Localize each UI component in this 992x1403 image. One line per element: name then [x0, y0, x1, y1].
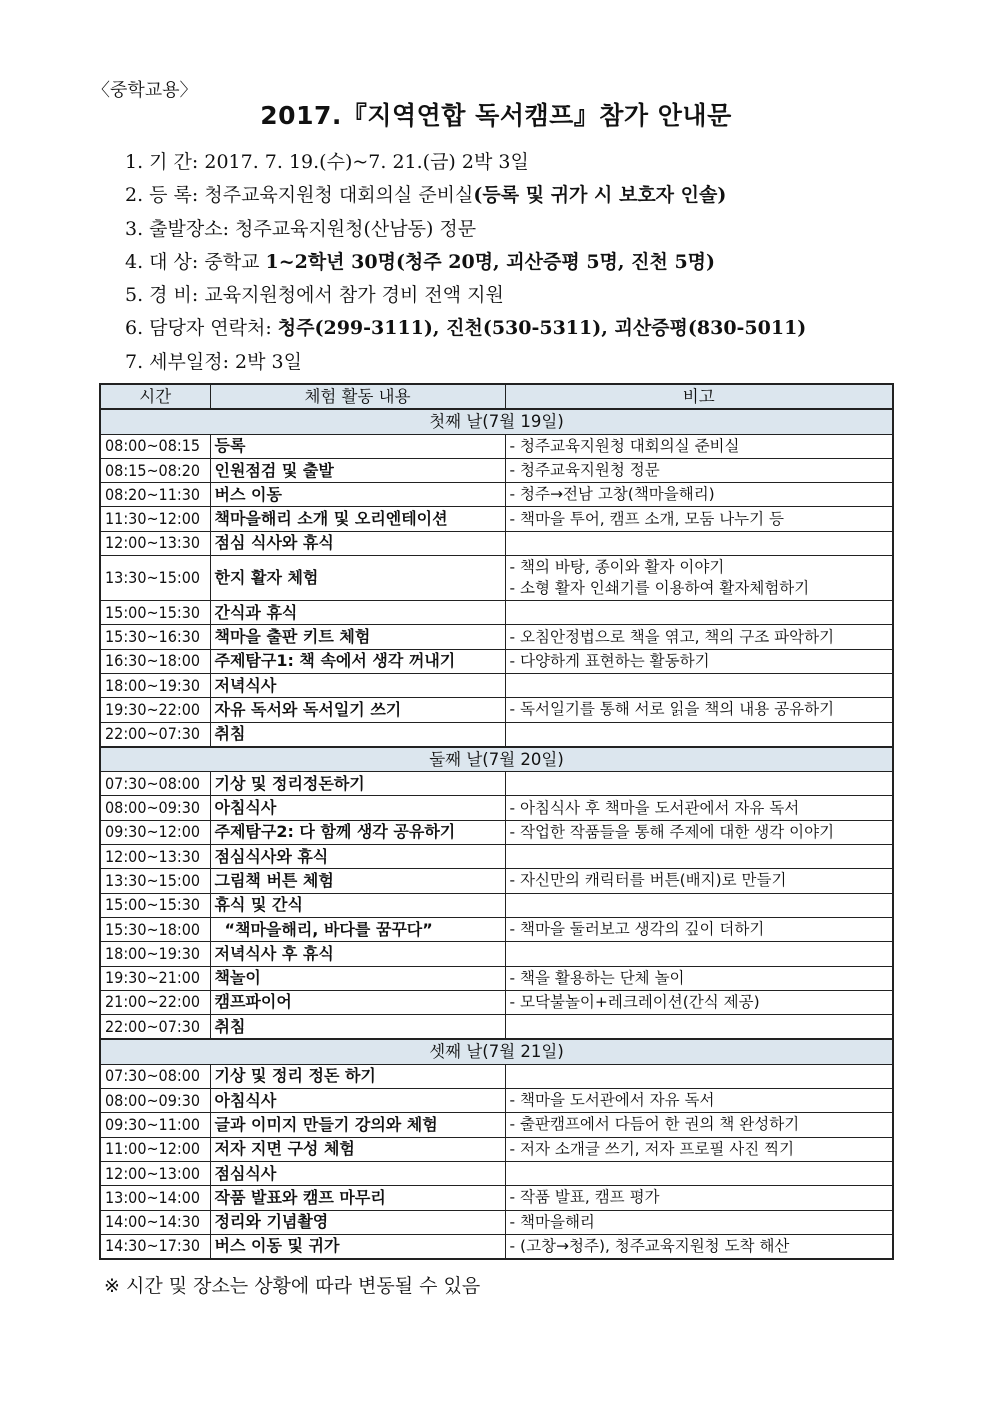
notes-cell — [505, 1137, 893, 1161]
notes-cell — [505, 1161, 893, 1185]
table-row — [100, 458, 893, 482]
activity-cell: 저녁식사 후 휴식 — [210, 942, 505, 966]
activity-cell: 취침 — [210, 1015, 505, 1040]
table-row — [100, 869, 893, 893]
time-cell: 13:30~15:00 — [100, 869, 210, 893]
note-line: - 독서일기를 통해 서로 읽을 책의 내용 공유하기 — [509, 700, 835, 719]
info-contact: 6. 담당자 연락처: 청주(299-3111), 진천(530-5311), 괴산증평(830-5011) — [125, 317, 807, 340]
activity-cell: “책마을해리, 바다를 꿈꾸다” — [210, 917, 505, 941]
notes-cell — [505, 917, 893, 941]
time-cell: 07:30~08:00 — [100, 772, 210, 796]
day-label: 첫째 날(7월 19일) — [100, 409, 893, 434]
time-cell: 14:30~17:30 — [100, 1234, 210, 1259]
table-row — [100, 434, 893, 458]
time-cell: 14:00~14:30 — [100, 1210, 210, 1234]
activity-cell: 책놀이 — [210, 966, 505, 990]
table-row — [100, 556, 893, 601]
time-cell: 22:00~07:30 — [100, 1015, 210, 1040]
notes-cell — [505, 507, 893, 531]
footer-note: ※ 시간 및 장소는 상황에 따라 변동될 수 있음 — [104, 1275, 481, 1297]
table-row — [100, 625, 893, 649]
notes-cell — [505, 1015, 893, 1040]
activity-cell: 간식과 휴식 — [210, 601, 505, 625]
table-row — [100, 601, 893, 625]
notes-cell — [505, 458, 893, 482]
time-cell: 22:00~07:30 — [100, 722, 210, 747]
notes-cell — [505, 434, 893, 458]
note-line: - 청주교육지원청 정문 — [509, 461, 660, 480]
activity-cell: 기상 및 정리 정돈 하기 — [210, 1064, 505, 1088]
note-line: - 출판캠프에서 다듬어 한 권의 책 완성하기 — [509, 1115, 800, 1134]
document-title: 2017.『지역연합 독서캠프』참가 안내문 — [260, 101, 732, 130]
activity-cell: 휴식 및 간식 — [210, 893, 505, 917]
notes-cell — [505, 722, 893, 747]
table-row — [100, 796, 893, 820]
time-cell: 08:15~08:20 — [100, 458, 210, 482]
info-cost: 5. 경 비: 교육지원청에서 참가 경비 전액 지원 — [125, 284, 504, 307]
notes-cell — [505, 1186, 893, 1210]
time-cell: 08:00~08:15 — [100, 434, 210, 458]
notes-cell — [505, 649, 893, 673]
time-cell: 12:00~13:30 — [100, 845, 210, 869]
activity-cell: 그림책 버튼 체험 — [210, 869, 505, 893]
time-cell: 19:30~22:00 — [100, 698, 210, 722]
activity-cell: 캠프파이어 — [210, 990, 505, 1014]
table-row — [100, 966, 893, 990]
table-row — [100, 1064, 893, 1088]
table-row — [100, 893, 893, 917]
note-line: - (고창→청주), 청주교육지원청 도착 해산 — [509, 1236, 790, 1255]
note-line: - 책마을 투어, 캠프 소개, 모둠 나누기 등 — [509, 509, 785, 528]
time-cell: 15:30~18:00 — [100, 917, 210, 941]
note-line: - 책마을 도서관에서 자유 독서 — [509, 1091, 715, 1110]
notes-cell — [505, 893, 893, 917]
info-registration: 2. 등 록: 청주교육지원청 대회의실 준비실(등록 및 귀가 시 보호자 인솔) — [125, 184, 727, 207]
notes-cell — [505, 531, 893, 555]
time-cell: 19:30~21:00 — [100, 966, 210, 990]
notes-cell — [505, 942, 893, 966]
activity-cell: 책마을해리 소개 및 오리엔테이션 — [210, 507, 505, 531]
note-line: - 저자 소개글 쓰기, 저자 프로필 사진 찍기 — [509, 1139, 795, 1158]
activity-cell: 한지 활자 체험 — [210, 556, 505, 601]
day-header-row — [100, 409, 893, 434]
time-cell: 09:30~12:00 — [100, 820, 210, 844]
note-line: - 책마을해리 — [509, 1212, 595, 1231]
table-row — [100, 698, 893, 722]
note-line: - 자신만의 캐릭터를 버튼(배지)로 만들기 — [509, 871, 787, 890]
activity-cell: 아침식사 — [210, 796, 505, 820]
notes-cell — [505, 820, 893, 844]
activity-cell: 글과 이미지 만들기 강의와 체험 — [210, 1113, 505, 1137]
table-header-row — [100, 384, 893, 409]
schedule-body — [100, 409, 893, 1259]
table-row — [100, 1015, 893, 1040]
note-line: - 다양하게 표현하는 활동하기 — [509, 651, 710, 670]
notes-cell — [505, 845, 893, 869]
notes-cell — [505, 698, 893, 722]
notes-cell — [505, 1210, 893, 1234]
time-cell: 11:30~12:00 — [100, 507, 210, 531]
table-row — [100, 1113, 893, 1137]
note-line: - 아침식사 후 책마을 도서관에서 자유 독서 — [509, 798, 800, 817]
time-cell: 16:30~18:00 — [100, 649, 210, 673]
table-row — [100, 507, 893, 531]
note-line: - 청주→전남 고창(책마을해리) — [509, 485, 715, 504]
table-row — [100, 990, 893, 1014]
notes-cell — [505, 869, 893, 893]
table-row — [100, 772, 893, 796]
notes-cell — [505, 625, 893, 649]
time-cell: 15:00~15:30 — [100, 893, 210, 917]
activity-cell: 주제탐구2: 다 함께 생각 공유하기 — [210, 820, 505, 844]
table-row — [100, 649, 893, 673]
note-line: - 책의 바탕, 종이와 활자 이야기 — [509, 558, 725, 577]
info-schedule: 7. 세부일정: 2박 3일 — [125, 350, 302, 373]
table-row — [100, 1161, 893, 1185]
table-row — [100, 1186, 893, 1210]
notes-cell — [505, 1113, 893, 1137]
header-time: 시간 — [100, 384, 210, 409]
activity-cell: 아침식사 — [210, 1089, 505, 1113]
time-cell: 18:00~19:30 — [100, 942, 210, 966]
table-row — [100, 483, 893, 507]
activity-cell: 버스 이동 및 귀가 — [210, 1234, 505, 1259]
notes-cell — [505, 1064, 893, 1088]
notes-cell — [505, 966, 893, 990]
activity-cell: 취침 — [210, 722, 505, 747]
day-label: 셋째 날(7월 21일) — [100, 1039, 893, 1064]
activity-cell: 점심식사와 휴식 — [210, 845, 505, 869]
activity-cell: 버스 이동 — [210, 483, 505, 507]
notes-cell — [505, 1234, 893, 1259]
time-cell: 13:30~15:00 — [100, 556, 210, 601]
info-list — [125, 146, 806, 379]
table-row — [100, 942, 893, 966]
day-label: 둘째 날(7월 20일) — [100, 747, 893, 772]
note-line: - 책마을 둘러보고 생각의 깊이 더하기 — [509, 920, 765, 939]
activity-cell: 등록 — [210, 434, 505, 458]
table-row — [100, 1210, 893, 1234]
notes-cell — [505, 1089, 893, 1113]
time-cell: 08:00~09:30 — [100, 796, 210, 820]
note-line: - 오침안정법으로 책을 엮고, 책의 구조 파악하기 — [509, 627, 835, 646]
time-cell: 08:00~09:30 — [100, 1089, 210, 1113]
table-row — [100, 1089, 893, 1113]
table-row — [100, 722, 893, 747]
schedule-table — [99, 383, 894, 1260]
time-cell: 12:00~13:00 — [100, 1161, 210, 1185]
time-cell: 07:30~08:00 — [100, 1064, 210, 1088]
note-line: - 모닥불놀이+레크레이션(간식 제공) — [509, 992, 760, 1011]
table-row — [100, 1234, 893, 1259]
notes-cell — [505, 483, 893, 507]
notes-cell — [505, 772, 893, 796]
activity-cell: 정리와 기념촬영 — [210, 1210, 505, 1234]
note-line: - 책을 활용하는 단체 놀이 — [509, 968, 685, 987]
activity-cell: 주제탐구1: 책 속에서 생각 꺼내기 — [210, 649, 505, 673]
table-row — [100, 531, 893, 555]
time-cell: 21:00~22:00 — [100, 990, 210, 1014]
note-line: - 작업한 작품들을 통해 주제에 대한 생각 이야기 — [509, 822, 835, 841]
activity-cell: 인원점검 및 출발 — [210, 458, 505, 482]
activity-cell: 저녁식사 — [210, 673, 505, 697]
time-cell: 15:00~15:30 — [100, 601, 210, 625]
time-cell: 18:00~19:30 — [100, 673, 210, 697]
time-cell: 09:30~11:00 — [100, 1113, 210, 1137]
activity-cell: 점심식사 — [210, 1161, 505, 1185]
activity-cell: 책마을 출판 키트 체험 — [210, 625, 505, 649]
info-period: 1. 기 간: 2017. 7. 19.(수)~7. 21.(금) 2박 3일 — [125, 151, 529, 173]
table-row — [100, 1137, 893, 1161]
time-cell: 08:20~11:30 — [100, 483, 210, 507]
activity-cell: 저자 지면 구성 체험 — [210, 1137, 505, 1161]
activity-cell: 기상 및 정리정돈하기 — [210, 772, 505, 796]
time-cell: 15:30~16:30 — [100, 625, 210, 649]
document-audience-tag: 〈중학교용〉 — [92, 80, 198, 101]
note-line: - 작품 발표, 캠프 평가 — [509, 1188, 660, 1207]
notes-cell — [505, 990, 893, 1014]
info-departure: 3. 출발장소: 청주교육지원청(산남동) 정문 — [125, 217, 477, 240]
time-cell: 12:00~13:30 — [100, 531, 210, 555]
note-line: - 소형 활자 인쇄기를 이용하여 활자체험하기 — [509, 579, 810, 598]
activity-cell: 점심 식사와 휴식 — [210, 531, 505, 555]
header-activity: 체험 활동 내용 — [210, 384, 505, 409]
notes-cell — [505, 796, 893, 820]
table-row — [100, 845, 893, 869]
notes-cell — [505, 556, 893, 601]
note-line: - 청주교육지원청 대회의실 준비실 — [509, 436, 740, 455]
notes-cell — [505, 673, 893, 697]
time-cell: 13:00~14:00 — [100, 1186, 210, 1210]
day-header-row — [100, 747, 893, 772]
table-row — [100, 820, 893, 844]
notes-cell — [505, 601, 893, 625]
header-notes: 비고 — [505, 384, 893, 409]
day-header-row — [100, 1039, 893, 1064]
table-row — [100, 673, 893, 697]
time-cell: 11:00~12:00 — [100, 1137, 210, 1161]
activity-cell: 작품 발표와 캠프 마무리 — [210, 1186, 505, 1210]
info-target: 4. 대 상: 중학교 1~2학년 30명(청주 20명, 괴산증평 5명, 진천 5명) — [125, 250, 716, 273]
table-row — [100, 917, 893, 941]
activity-cell: 자유 독서와 독서일기 쓰기 — [210, 698, 505, 722]
